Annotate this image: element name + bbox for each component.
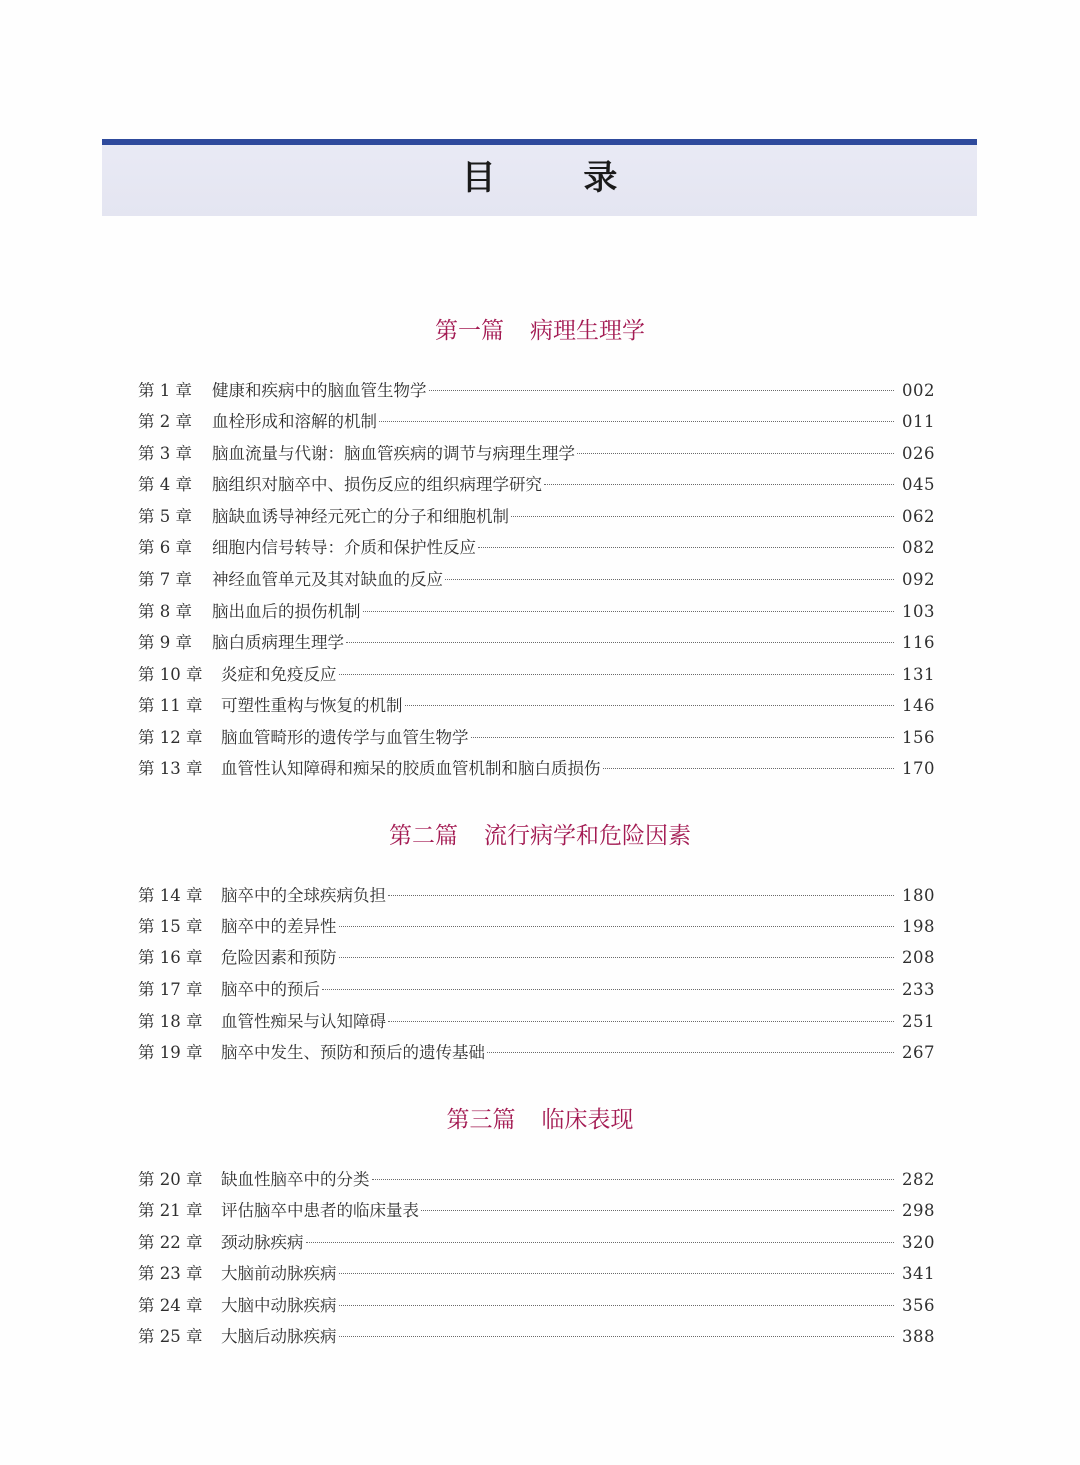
chapter-number: 第 24 章	[138, 1296, 203, 1315]
dot-leader	[445, 578, 894, 580]
part-number: 第二篇	[389, 823, 458, 849]
toc-entry[interactable]	[138, 407, 935, 437]
dot-leader	[511, 515, 894, 517]
dot-leader	[322, 988, 894, 990]
chapter-number: 第 21 章	[138, 1201, 203, 1220]
chapter-title: 脑血管畸形的遗传学与血管生物学	[221, 728, 469, 747]
chapter-title: 脑血流量与代谢：脑血管疾病的调节与病理生理学	[212, 444, 575, 463]
chapter-number: 第 6 章	[138, 538, 192, 557]
chapter-number: 第 13 章	[138, 759, 203, 778]
page-number: 002	[902, 381, 935, 400]
dot-leader	[339, 956, 895, 958]
chapter-title: 脑组织对脑卒中、损伤反应的组织病理学研究	[212, 475, 542, 494]
chapter-title: 血管性认知障碍和痴呆的胶质血管机制和脑白质损伤	[221, 759, 601, 778]
toc-entry[interactable]	[138, 660, 935, 690]
dot-leader	[306, 1241, 895, 1243]
chapter-number: 第 19 章	[138, 1043, 203, 1062]
chapter-number: 第 11 章	[138, 696, 203, 715]
dot-leader	[478, 546, 894, 548]
chapter-number: 第 14 章	[138, 886, 203, 905]
chapter-title: 评估脑卒中患者的临床量表	[221, 1201, 419, 1220]
page-number: 298	[902, 1201, 935, 1220]
dot-leader	[405, 704, 895, 706]
toc-entry[interactable]	[138, 1196, 935, 1226]
chapter-number: 第 16 章	[138, 948, 203, 967]
toc-entry[interactable]	[138, 502, 935, 532]
part-number: 第三篇	[446, 1107, 516, 1133]
chapter-title: 健康和疾病中的脑血管生物学	[212, 381, 427, 400]
toc-entry[interactable]	[138, 1165, 935, 1195]
toc-entry[interactable]	[138, 565, 935, 595]
chapter-title: 炎症和免疫反应	[221, 665, 337, 684]
toc-entry[interactable]	[138, 597, 935, 627]
chapter-title: 脑缺血诱导神经元死亡的分子和细胞机制	[212, 507, 509, 526]
dot-leader	[388, 894, 894, 896]
chapter-number: 第 10 章	[138, 665, 203, 684]
page-number: 170	[902, 759, 935, 778]
page-number: 045	[902, 475, 935, 494]
dot-leader	[339, 1335, 895, 1337]
chapter-title: 脑卒中的差异性	[221, 917, 337, 936]
page-number: 320	[902, 1233, 935, 1252]
page-number: 251	[902, 1012, 935, 1031]
toc-entry[interactable]	[138, 1228, 935, 1258]
toc-entry[interactable]	[138, 533, 935, 563]
chapter-number: 第 25 章	[138, 1327, 203, 1346]
chapter-title: 脑卒中的预后	[221, 980, 320, 999]
dot-leader	[339, 1304, 895, 1306]
page-number: 103	[902, 602, 935, 621]
page-number: 356	[902, 1296, 935, 1315]
dot-leader	[339, 673, 895, 675]
page-number: 198	[902, 917, 935, 936]
chapter-title: 血栓形成和溶解的机制	[212, 412, 377, 431]
chapter-title: 颈动脉疾病	[221, 1233, 304, 1252]
page-number: 026	[902, 444, 935, 463]
dot-leader	[471, 736, 895, 738]
dot-leader	[429, 389, 895, 391]
chapter-number: 第 7 章	[138, 570, 192, 589]
dot-leader	[603, 767, 895, 769]
part-heading	[0, 1103, 1080, 1137]
toc-entry[interactable]	[138, 376, 935, 406]
dot-leader	[346, 641, 894, 643]
page-number: 116	[902, 633, 935, 652]
toc-entry[interactable]	[138, 1322, 935, 1352]
chapter-number: 第 1 章	[138, 381, 192, 400]
toc-entry[interactable]	[138, 975, 935, 1005]
dot-leader	[379, 420, 894, 422]
page-number: 267	[902, 1043, 935, 1062]
chapter-title: 脑出血后的损伤机制	[212, 602, 361, 621]
chapter-number: 第 2 章	[138, 412, 192, 431]
dot-leader	[421, 1209, 894, 1211]
chapter-title: 缺血性脑卒中的分类	[221, 1170, 370, 1189]
part-name: 临床表现	[541, 1107, 634, 1133]
chapter-number: 第 17 章	[138, 980, 203, 999]
part-heading	[0, 314, 1080, 348]
page-number: 082	[902, 538, 935, 557]
page-number: 131	[902, 665, 935, 684]
toc-entry[interactable]	[138, 1038, 935, 1068]
chapter-title: 危险因素和预防	[221, 948, 337, 967]
page-number: 180	[902, 886, 935, 905]
page-number: 208	[902, 948, 935, 967]
toc-entry[interactable]	[138, 1291, 935, 1321]
chapter-number: 第 23 章	[138, 1264, 203, 1283]
dot-leader	[487, 1051, 894, 1053]
chapter-number: 第 12 章	[138, 728, 203, 747]
toc-entry[interactable]	[138, 754, 935, 784]
chapter-title: 大脑中动脉疾病	[221, 1296, 337, 1315]
chapter-number: 第 9 章	[138, 633, 192, 652]
chapter-title: 大脑后动脉疾病	[221, 1327, 337, 1346]
chapter-number: 第 18 章	[138, 1012, 203, 1031]
dot-leader	[388, 1020, 894, 1022]
dot-leader	[372, 1178, 895, 1180]
chapter-title: 大脑前动脉疾病	[221, 1264, 337, 1283]
toc-entry[interactable]	[138, 943, 935, 973]
toc-entry[interactable]	[138, 912, 935, 942]
page-number: 282	[902, 1170, 935, 1189]
chapter-number: 第 8 章	[138, 602, 192, 621]
chapter-title: 脑卒中的全球疾病负担	[221, 886, 386, 905]
chapter-number: 第 20 章	[138, 1170, 203, 1189]
dot-leader	[339, 925, 895, 927]
dot-leader	[577, 452, 894, 454]
title-rule	[102, 139, 977, 145]
dot-leader	[363, 610, 895, 612]
chapter-number: 第 3 章	[138, 444, 192, 463]
chapter-title: 脑白质病理生理学	[212, 633, 344, 652]
part-number: 第一篇	[435, 318, 504, 344]
chapter-number: 第 4 章	[138, 475, 192, 494]
chapter-title: 可塑性重构与恢复的机制	[221, 696, 403, 715]
page-number: 341	[902, 1264, 935, 1283]
toc-entry[interactable]	[138, 723, 935, 753]
part-heading	[0, 819, 1080, 853]
toc-entry[interactable]	[138, 470, 935, 500]
dot-leader	[544, 483, 894, 485]
title-band	[102, 139, 977, 216]
part-name: 病理生理学	[530, 318, 645, 344]
toc-entry[interactable]	[138, 1259, 935, 1289]
toc-entry[interactable]	[138, 1007, 935, 1037]
chapter-title: 神经血管单元及其对缺血的反应	[212, 570, 443, 589]
chapter-title: 脑卒中发生、预防和预后的遗传基础	[221, 1043, 485, 1062]
page-number: 233	[902, 980, 935, 999]
toc-entry[interactable]	[138, 881, 935, 911]
toc-entry[interactable]	[138, 691, 935, 721]
page-number: 156	[902, 728, 935, 747]
chapter-number: 第 22 章	[138, 1233, 203, 1252]
page-number: 146	[902, 696, 935, 715]
chapter-number: 第 15 章	[138, 917, 203, 936]
page-number: 011	[902, 412, 935, 431]
part-name: 流行病学和危险因素	[484, 823, 691, 849]
page-number: 092	[902, 570, 935, 589]
page-number: 388	[902, 1327, 935, 1346]
page-title: 目 录	[461, 158, 656, 198]
chapter-number: 第 5 章	[138, 507, 192, 526]
chapter-title: 血管性痴呆与认知障碍	[221, 1012, 386, 1031]
toc-entry[interactable]	[138, 439, 935, 469]
toc-entry[interactable]	[138, 628, 935, 658]
dot-leader	[339, 1272, 895, 1274]
page-number: 062	[902, 507, 935, 526]
chapter-title: 细胞内信号转导：介质和保护性反应	[212, 538, 476, 557]
